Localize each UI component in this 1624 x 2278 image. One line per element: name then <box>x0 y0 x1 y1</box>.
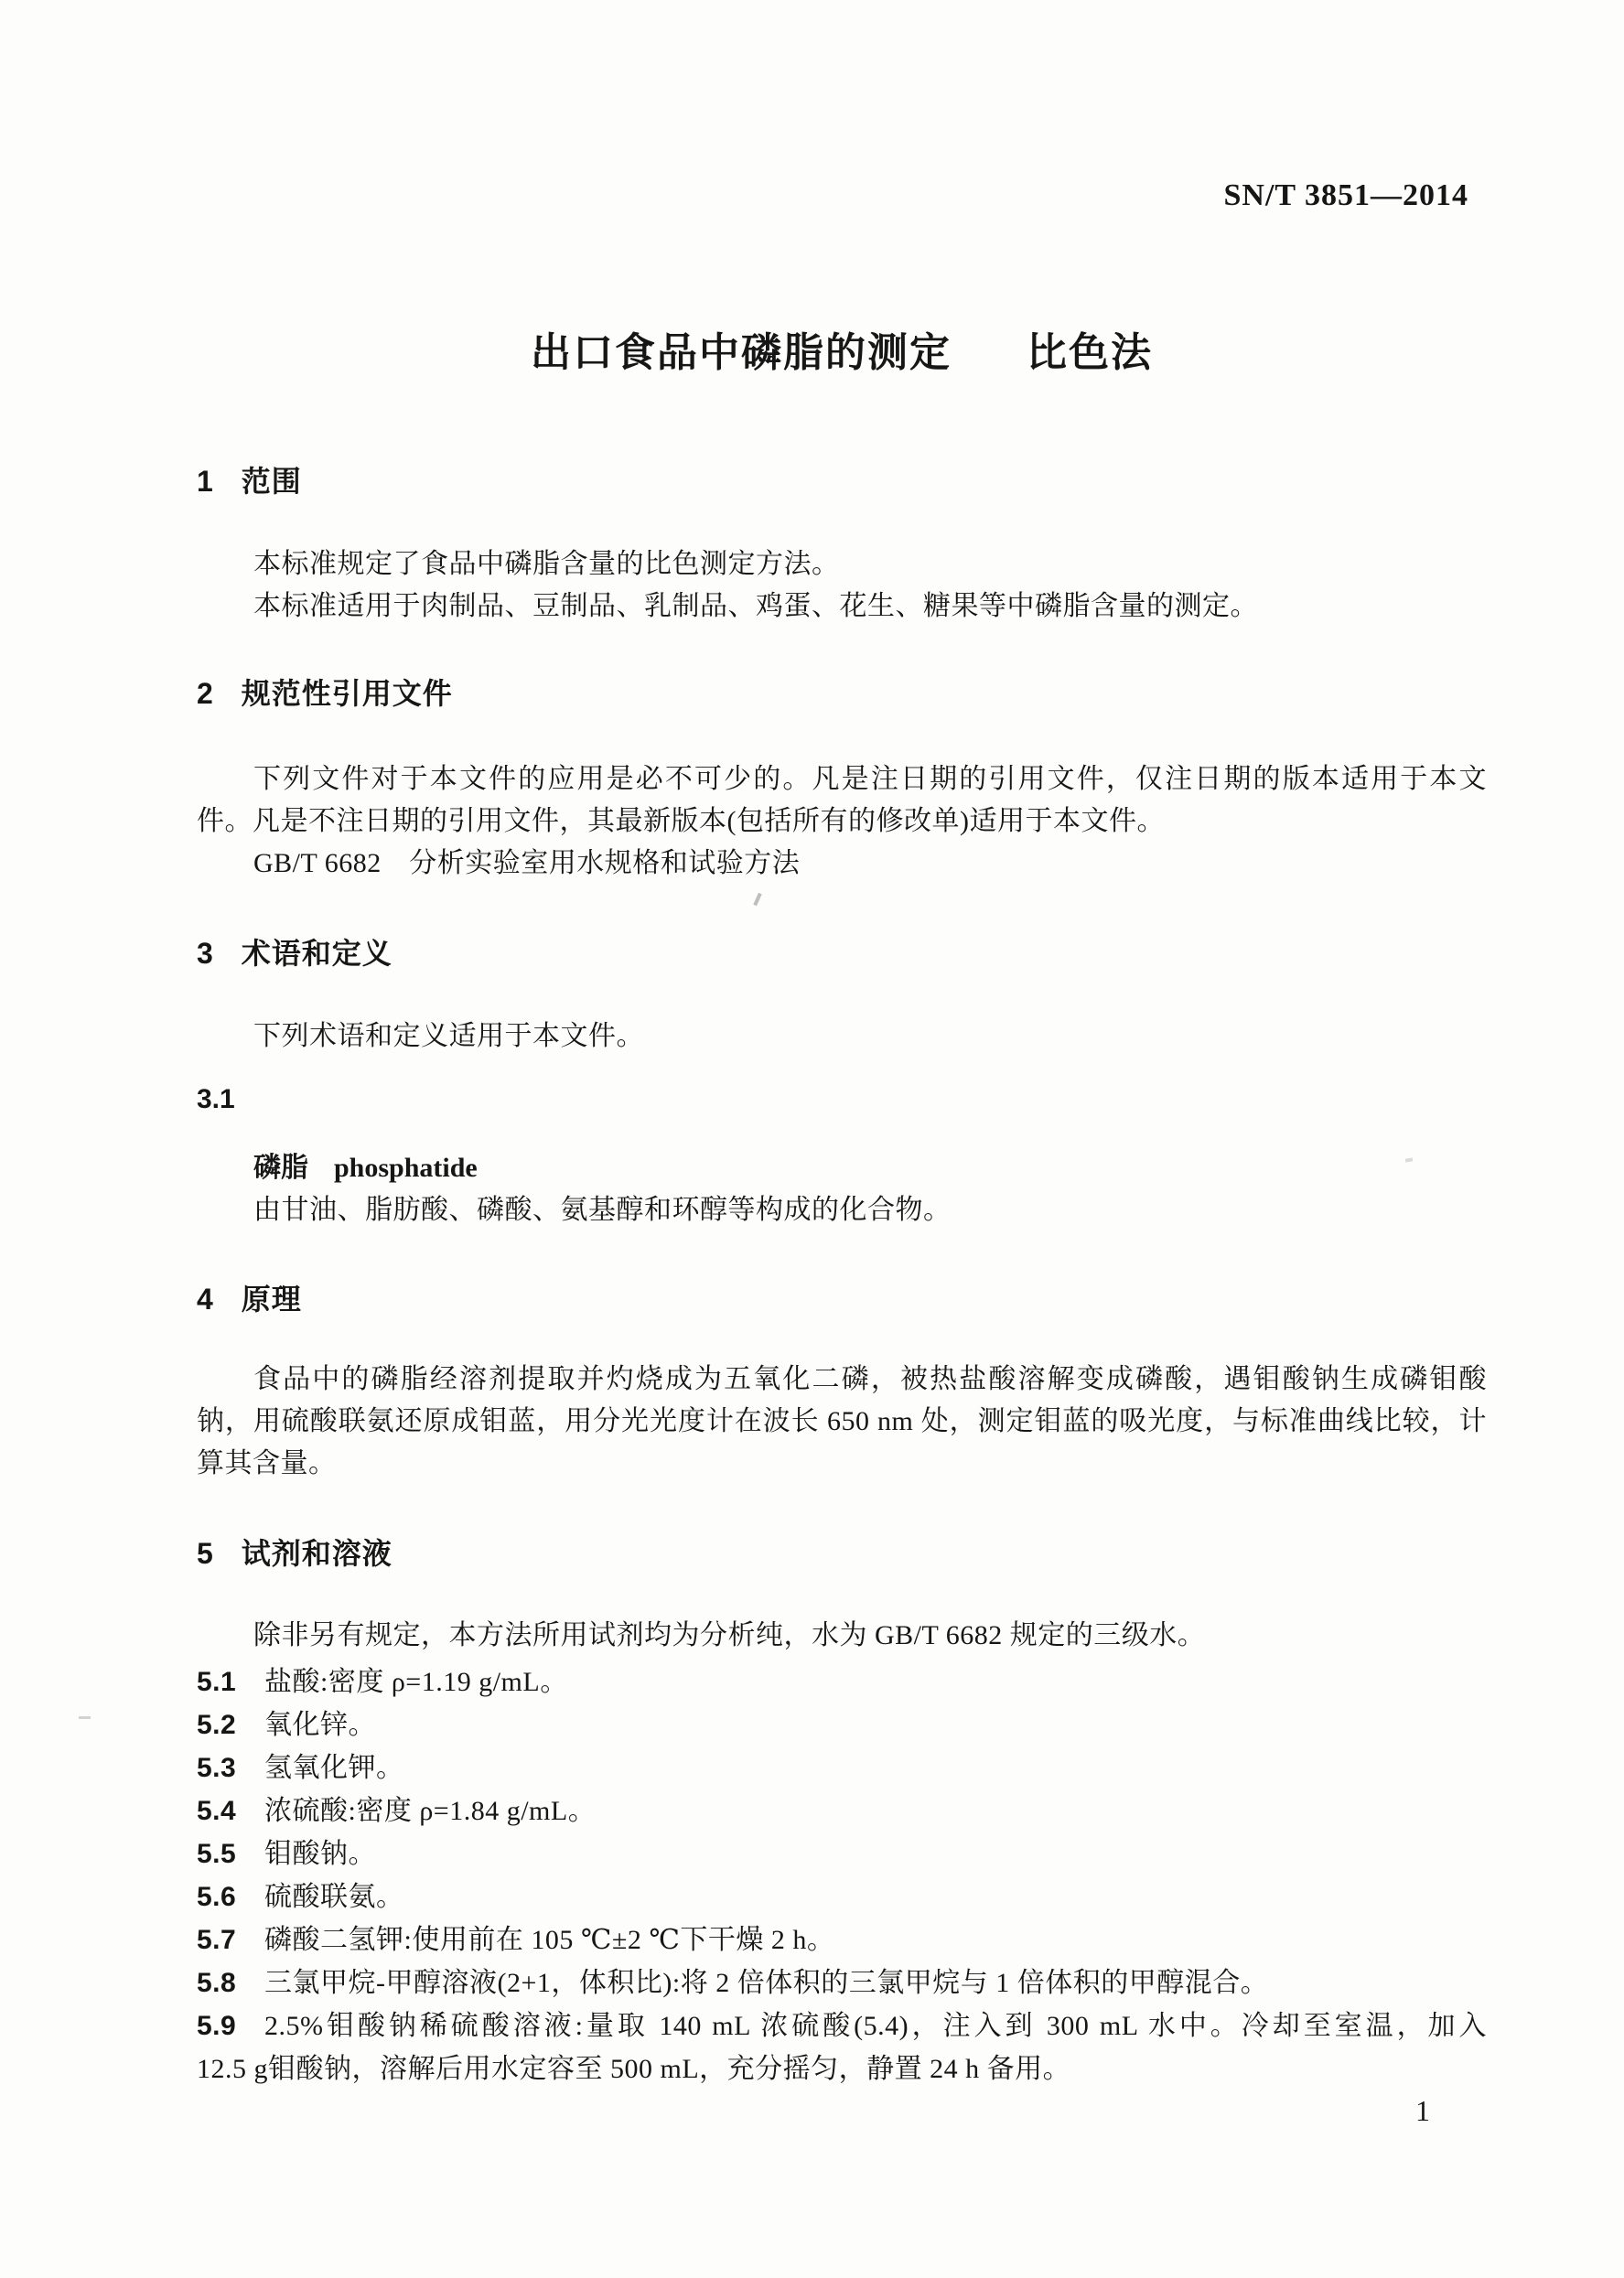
section-heading-principle <box>197 1279 1487 1319</box>
section-title: 范围 <box>241 465 302 498</box>
section-number: 2 <box>197 677 214 710</box>
page-number: 1 <box>1415 2094 1430 2127</box>
term-chinese: 磷脂 <box>253 1153 308 1183</box>
header-standard-number: SN/T 3851—2014 <box>1223 178 1468 212</box>
term-english: phosphatide <box>334 1153 478 1183</box>
reagent-item <box>197 1832 1487 1875</box>
section-number: 3 <box>197 937 214 970</box>
document-title-main: 出口食品中磷脂的测定 <box>531 330 952 375</box>
reagent-item-text: 硫酸联氨。 <box>264 1882 404 1912</box>
reagent-item <box>197 1746 1487 1789</box>
references-paragraph-line: 件。凡是不注日期的引用文件，其最新版本(包括所有的修改单)适用于本文件。 <box>197 806 1165 836</box>
section-title: 原理 <box>241 1283 302 1316</box>
reagent-item <box>197 1660 1487 1703</box>
reagent-item-number: 5.8 <box>197 1968 237 1998</box>
section-number: 5 <box>197 1537 214 1570</box>
section-title: 试剂和溶液 <box>241 1537 393 1570</box>
reagent-item-text: 氧化锌。 <box>264 1710 376 1740</box>
reagent-item-number: 5.6 <box>197 1882 237 1912</box>
reagent-item-number: 5.4 <box>197 1796 237 1826</box>
reagent-item-text: 磷酸二氢钾:使用前在 105 ℃±2 ℃下干燥 2 h。 <box>264 1925 835 1955</box>
principle-paragraph-line: 食品中的磷脂经溶剂提取并灼烧成为五氧化二磷，被热盐酸溶解变成磷酸，遇钼酸钠生成磷钼酸 <box>253 1364 1487 1394</box>
reagent-item-number: 5.5 <box>197 1839 237 1869</box>
document-title <box>197 324 1487 382</box>
scope-paragraph-line: 本标准适用于肉制品、豆制品、乳制品、鸡蛋、花生、糖果等中磷脂含量的测定。 <box>253 591 1258 621</box>
term-entry-number: 3.1 <box>197 1084 235 1114</box>
reagent-item <box>197 1703 1487 1746</box>
section-title: 术语和定义 <box>241 937 393 970</box>
reagent-item-number: 5.1 <box>197 1667 237 1697</box>
document-title-method: 比色法 <box>1027 330 1153 375</box>
scan-artifact <box>753 893 761 906</box>
reagent-item <box>197 1961 1487 2004</box>
section-number: 4 <box>197 1283 214 1316</box>
reagents-intro-line: 除非另有规定，本方法所用试剂均为分析纯，水为 GB/T 6682 规定的三级水。 <box>253 1620 1206 1650</box>
references-paragraph-line: 下列文件对于本文件的应用是必不可少的。凡是注日期的引用文件，仅注日期的版本适用于本文 <box>253 764 1487 794</box>
reagent-item-number: 5.7 <box>197 1925 237 1955</box>
reagent-item <box>197 1789 1487 1832</box>
reagent-item-number: 5.2 <box>197 1710 237 1740</box>
reagent-item <box>197 1918 1487 1961</box>
scope-paragraph-line: 本标准规定了食品中磷脂含量的比色测定方法。 <box>253 549 840 579</box>
reagent-item-text: 三氯甲烷-甲醇溶液(2+1，体积比):将 2 倍体积的三氯甲烷与 1 倍体积的甲醇混合。 <box>264 1968 1269 1998</box>
reagent-item-text: 浓硫酸:密度 ρ=1.84 g/mL。 <box>264 1796 597 1826</box>
section-heading-references <box>197 673 1487 714</box>
principle-paragraph-line: 算其含量。 <box>197 1448 337 1478</box>
section-title: 规范性引用文件 <box>241 677 453 710</box>
reagent-item <box>197 2004 1487 2047</box>
reagent-item-number: 5.9 <box>197 2011 237 2041</box>
scan-artifact <box>79 1716 91 1719</box>
reagent-item-text: 12.5 g钼酸钠，溶解后用水定容至 500 mL，充分摇匀，静置 24 h 备用。 <box>197 2054 1071 2084</box>
reagent-item-text: 盐酸:密度 ρ=1.19 g/mL。 <box>264 1667 568 1697</box>
terms-intro-line: 下列术语和定义适用于本文件。 <box>253 1021 644 1051</box>
reagent-item-number: 5.3 <box>197 1753 237 1783</box>
reagent-item-continuation <box>197 2047 1487 2090</box>
reagent-item-text: 2.5%钼酸钠稀硫酸溶液:量取 140 mL 浓硫酸(5.4)，注入到 300 mL 水中。冷却至室温，加入 <box>264 2011 1487 2041</box>
reagent-item-text: 钼酸钠。 <box>264 1839 376 1869</box>
section-heading-reagents <box>197 1533 1487 1574</box>
reagent-item-text: 氢氧化钾。 <box>264 1753 404 1783</box>
section-heading-scope <box>197 461 1487 501</box>
section-number: 1 <box>197 465 214 498</box>
principle-paragraph-line: 钠，用硫酸联氨还原成钼蓝，用分光光度计在波长 650 nm 处，测定钼蓝的吸光度，与标准曲线比较，计 <box>197 1406 1487 1436</box>
reagent-list <box>197 1660 1487 2090</box>
term-definition-line: 由甘油、脂肪酸、磷酸、氨基醇和环醇等构成的化合物。 <box>253 1195 952 1225</box>
reagent-item <box>197 1875 1487 1918</box>
term-entry <box>197 1147 1487 1189</box>
references-citation: GB/T 6682 分析实验室用水规格和试验方法 <box>253 848 801 878</box>
section-heading-terms <box>197 933 1487 973</box>
